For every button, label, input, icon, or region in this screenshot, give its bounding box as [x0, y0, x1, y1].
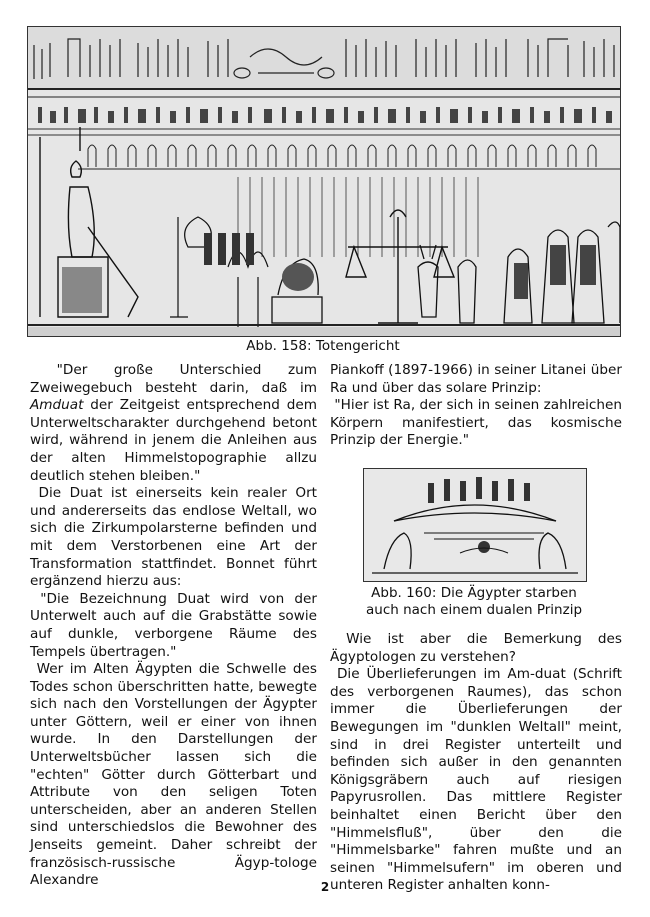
figure-160-caption — [340, 585, 608, 619]
paragraph-quote-amduat: "Der große Unterschied zum Zweiwegebuch besteht darin, daß im Amduat der Zeitgeist entsprechend dem Unterweltscharakter durchgehend betont wird, während in jenem die Anleihen aus der alten Himmelstopographie allzu deutlich stehen bleiben." — [30, 362, 318, 484]
paragraph-quote-ra: "Hier ist Ra, der sich in seinen zahlreichen Körpern manifestiert, das kosmische Prinzip der Energie." — [330, 397, 622, 449]
right-column-bottom — [330, 631, 622, 895]
totengericht-illustration — [28, 27, 620, 336]
left-column — [30, 362, 317, 890]
page-number: 2 — [320, 880, 330, 894]
figure-160-caption-line2: auch nach einem dualen Prinzip — [365, 602, 583, 618]
paragraph-question: Wie ist aber die Bemerkung des Ägyptologen zu verstehen? — [330, 631, 623, 665]
figure-totengericht — [27, 26, 621, 337]
paragraph-duat: Die Duat ist einerseits kein realer Ort und andererseits das endlose Weltall, wo sich die Zirkumpolarsterne befinden und mit dem Verstorbenen eine Art der Transformation stattfindet. Bonnet führt ergänzend hierzu aus: — [30, 485, 317, 590]
emphasis-amduat: Amduat — [30, 397, 84, 414]
paragraph-schwelle-des-todes: Wer im Alten Ägypten die Schwelle des Todes schon überschritten hatte, bewegte sich nach den Vorstellungen der Ägypter unter Göttern, weil er einer von ihnen wurde. In den Darstellungen der Unterweltsbücher lassen sich die "echten" Götter durch Götterbart und Attribute von den seligen Toten unterscheiden, aber an anderen Stellen sind unterschiedslos die Bewohner des Jenseits gemeint. Daher schreibt der französisch-russische Ägyp-tologe Alexandre — [30, 661, 317, 889]
paragraph-am-duat: Die Überlieferungen im Am-duat (Schrift des verborgenen Raumes), das schon immer die Überlieferungen der Bewegungen im "dunklen Weltall" meint, sind in drei Register unterteilt und befinden sich außer in den genannten Königsgräbern auch auf riesigen Papyrusrollen. Das mittlere Register beinhaltet einen Bericht über den "Himmelsfluß", über den die "Himmelsbarke" fahren mußte und an seinen "Himmelsufern" im oberen und unteren Register anhalten konn- — [330, 666, 622, 894]
paragraph-quote-bonnet: "Die Bezeichnung Duat wird von der Unterwelt auch auf die Grabstätte sowie auf dunkle, verborgene Räume des Tempels übertragen." — [30, 590, 318, 660]
figure-158-caption: Abb. 158: Totengericht — [246, 338, 400, 354]
dual-principle-illustration — [364, 469, 586, 581]
paragraph-piankoff: Piankoff (1897-1966) in seiner Litanei über Ra und über das solare Prinzip: — [330, 362, 622, 396]
figure-160-caption-line1: Abb. 160: Die Ägypter starben — [371, 585, 577, 601]
right-column-top — [330, 362, 622, 450]
figure-dual-principle — [363, 468, 587, 582]
